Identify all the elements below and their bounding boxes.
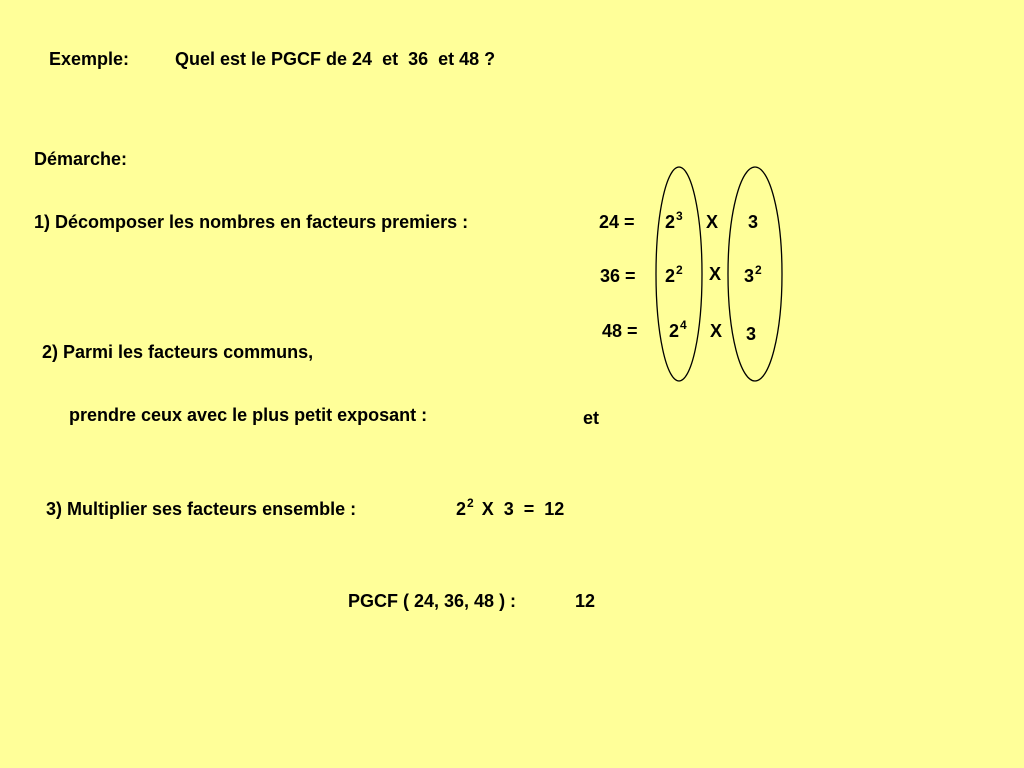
step2-line1: 2) Parmi les facteurs communs, <box>42 342 314 362</box>
step2-line2: prendre ceux avec le plus petit exposant : <box>69 405 428 425</box>
factor-row-24-times: X <box>706 212 719 232</box>
factor-row-36-times: X <box>709 264 722 284</box>
example-label: Exemple: <box>49 49 130 69</box>
result-text: PGCF ( 24, 36, 48 ) : <box>348 591 517 611</box>
demarche-label: Démarche: <box>34 149 128 169</box>
factor-row-24-power-of-three: 3 <box>748 212 759 232</box>
step2-et: et <box>583 408 600 428</box>
factor-row-36-power-of-three: $3^2$ <box>744 263 762 286</box>
factor-row-24-power-of-two: $2^3$ <box>665 209 683 232</box>
factor-row-36-power-of-two: $2^2$ <box>665 263 683 286</box>
example-question: Quel est le PGCF de 24 et 36 et 48 ? <box>175 49 496 69</box>
step3-text: 3) Multiplier ses facteurs ensemble : <box>46 499 357 519</box>
result-value: 12 <box>575 591 596 611</box>
step1-text: 1) Décomposer les nombres en facteurs premiers : <box>34 212 469 232</box>
factor-row-48-number: 48 = <box>602 321 638 341</box>
factor-row-24-number: 24 = <box>599 212 635 232</box>
factor-row-48-power-of-two: $2^4$ <box>669 318 687 341</box>
factor-row-48-power-of-three: 3 <box>746 324 757 344</box>
factor-row-36-number: 36 = <box>600 266 636 286</box>
factor-row-48-times: X <box>710 321 723 341</box>
step3-expression: $2^2$ X 3 = 12 <box>456 496 565 519</box>
